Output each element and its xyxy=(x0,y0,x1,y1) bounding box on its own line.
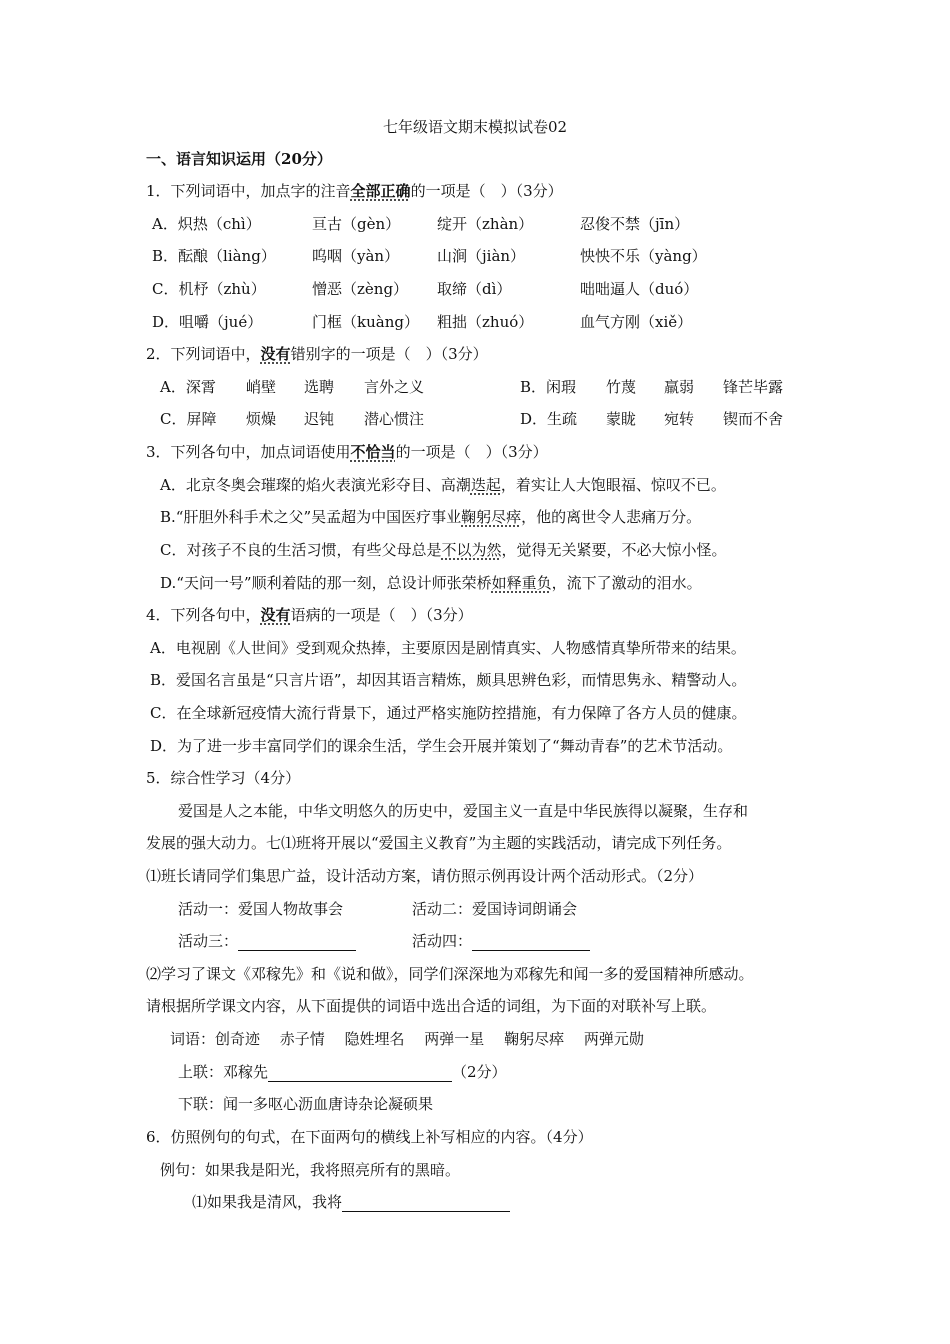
option-d xyxy=(160,573,702,593)
sub-question-2: ⑵学习了课文《邓稼先》和《说和做》，同学们深深地为邓稼先和闻一多的爱国精神所感动。 xyxy=(146,965,754,983)
option-d-3: 粗拙（zhuó） xyxy=(437,313,534,331)
stem-text: 3．下列各句中，加点词语使用 xyxy=(146,443,351,461)
option-a-word: 言外之义 xyxy=(364,378,425,396)
option-c: C．在全球新冠疫情大流行背景下，通过严格实施防控措施，有力保障了各方人员的健康。 xyxy=(150,704,747,722)
stem-text: 1．下列词语中，加点字的注音 xyxy=(146,182,351,200)
option-b-1: B．酝酿（liàng） xyxy=(152,247,276,265)
answer-blank[interactable] xyxy=(342,1195,510,1212)
option-a-word: A．深霄 xyxy=(160,378,216,396)
option-a-1: A．炽热（chì） xyxy=(152,215,261,233)
option-b: B．爱国名言虽是“只言片语”，却因其语言精炼，颇具思辨色彩，而情思隽永、精警动人。 xyxy=(150,671,747,689)
stem-text: 语病的一项是（ ）（3分） xyxy=(290,606,473,624)
option-text: ，着实让人大饱眼福、惊叹不已。 xyxy=(500,476,726,494)
sub-item-text: ⑴如果我是清风，我将 xyxy=(192,1193,343,1211)
option-a: A．电视剧《人世间》受到观众热捧，主要原因是剧情真实、人物感情真挚所带来的结果。 xyxy=(150,639,746,657)
activity-1: 活动一：爱国人物故事会 xyxy=(178,900,344,918)
option-b-word: B．闲瑕 xyxy=(520,378,577,396)
stem-text: 2．下列词语中， xyxy=(146,345,261,363)
option-text: B.“肝胆外科手术之父”吴孟超为中国医疗事业 xyxy=(160,508,462,526)
option-text: C．对孩子不良的生活习惯，有些父母总是 xyxy=(160,541,442,559)
answer-blank[interactable] xyxy=(268,1065,452,1082)
option-c-3: 取缔（dì） xyxy=(437,280,512,298)
option-d-1: D．咀嚼（jué） xyxy=(152,313,263,331)
stem-keyword: 没有 xyxy=(260,606,291,624)
sub-item-1 xyxy=(192,1192,510,1212)
option-c-1: C．机杼（zhù） xyxy=(152,280,266,298)
option-c xyxy=(160,540,727,560)
couplet-upper xyxy=(178,1062,507,1082)
option-c-word: 烦燥 xyxy=(246,410,277,428)
couplet-lower: 下联：闻一多呕心沥血唐诗杂论凝硕果 xyxy=(178,1095,434,1113)
question-3-stem xyxy=(146,442,548,462)
option-a-2: 亘古（gèn） xyxy=(312,215,401,233)
score-text: （2分） xyxy=(452,1063,507,1081)
option-text: ，觉得无关紧要，不必大惊小怪。 xyxy=(501,541,727,559)
section-heading: 一、语言知识运用（20分） xyxy=(146,150,332,168)
option-d-4: 血气方刚（xiě） xyxy=(580,313,693,331)
stem-keyword: 没有 xyxy=(260,345,291,363)
option-d: D．为了进一步丰富同学们的课余生活，学生会开展并策划了“舞动青春”的艺术节活动。 xyxy=(150,737,733,755)
option-b-word: 锋芒毕露 xyxy=(723,378,784,396)
answer-blank[interactable] xyxy=(472,934,590,951)
answer-blank[interactable] xyxy=(238,934,356,951)
option-a xyxy=(160,475,726,495)
question-6-stem: 6．仿照例句的句式，在下面两句的横线上补写相应的内容。（4分） xyxy=(146,1128,593,1146)
stem-text: 4．下列各句中， xyxy=(146,606,261,624)
option-d-word: 蒙眬 xyxy=(606,410,637,428)
option-a-word: 选聘 xyxy=(304,378,335,396)
activity-2: 活动二：爱国诗词朗诵会 xyxy=(412,900,578,918)
option-b xyxy=(160,507,701,527)
example-sentence: 例句：如果我是阳光，我将照亮所有的黑暗。 xyxy=(160,1161,461,1179)
stem-text: 的一项是（ ）（3分） xyxy=(395,443,548,461)
couplet-label: 上联：邓稼先 xyxy=(178,1063,269,1081)
marked-phrase: 迭起 xyxy=(470,476,501,494)
question-5-stem: 5．综合性学习（4分） xyxy=(146,769,301,787)
option-c-word: C．屏障 xyxy=(160,410,217,428)
option-c-2: 憎恶（zèng） xyxy=(312,280,409,298)
question-2-stem xyxy=(146,344,488,364)
option-d-word: 锲而不舍 xyxy=(723,410,784,428)
page-title: 七年级语文期末模拟试卷02 xyxy=(382,118,568,136)
sub-question-2-cont: 请根据所学课文内容，从下面提供的词语中选出合适的词组，为下面的对联补写上联。 xyxy=(146,997,717,1015)
option-d-word: 宛转 xyxy=(664,410,695,428)
option-a-3: 绽开（zhàn） xyxy=(437,215,534,233)
option-text: ，流下了激动的泪水。 xyxy=(551,574,702,592)
word-bank: 词语：创奇迹 赤子情 隐姓埋名 两弹一星 鞠躬尽瘁 两弹元勋 xyxy=(170,1030,644,1048)
question-4-stem xyxy=(146,605,473,625)
option-text: ，他的离世令人悲痛万分。 xyxy=(521,508,702,526)
option-c-word: 潜心惯注 xyxy=(364,410,425,428)
question-1-stem xyxy=(146,181,563,201)
option-c-4: 咄咄逼人（duó） xyxy=(580,280,699,298)
option-a-4: 忍俊不禁（jīn） xyxy=(580,215,690,233)
option-text: A．北京冬奥会璀璨的焰火表演光彩夺目、高潮 xyxy=(160,476,471,494)
activity-label: 活动四： xyxy=(412,932,473,950)
activity-4 xyxy=(412,931,590,951)
option-b-2: 呜咽（yàn） xyxy=(312,247,400,265)
stem-text: 错别字的一项是（ ）（3分） xyxy=(290,345,488,363)
activity-label: 活动三： xyxy=(178,932,239,950)
marked-phrase: 不以为然 xyxy=(441,541,502,559)
option-a-word: 峭壁 xyxy=(246,378,277,396)
activity-3 xyxy=(178,931,356,951)
marked-phrase: 如释重负 xyxy=(491,574,552,592)
option-b-word: 羸弱 xyxy=(664,378,695,396)
option-c-word: 迟钝 xyxy=(304,410,335,428)
option-d-2: 门框（kuàng） xyxy=(312,313,419,331)
sub-question-1: ⑴班长请同学们集思广益，设计活动方案，请仿照示例再设计两个活动形式。（2分） xyxy=(146,867,704,885)
stem-keyword: 全部正确 xyxy=(350,182,411,200)
option-text: D.“天问一号”顺利着陆的那一刻，总设计师张荣桥 xyxy=(160,574,492,592)
option-d-word: D．生疏 xyxy=(520,410,578,428)
paragraph-line: 发展的强大动力。七⑴班将开展以“爱国主义教育”为主题的实践活动，请完成下列任务。 xyxy=(146,834,732,852)
option-b-word: 竹蔑 xyxy=(606,378,637,396)
paragraph-line: 爱国是人之本能，中华文明悠久的历史中，爱国主义一直是中华民族得以凝聚，生存和 xyxy=(178,802,749,820)
marked-phrase: 鞠躬尽瘁 xyxy=(461,508,522,526)
option-b-3: 山涧（jiàn） xyxy=(437,247,526,265)
stem-text: 的一项是（ ）（3分） xyxy=(410,182,563,200)
stem-keyword: 不恰当 xyxy=(350,443,396,461)
option-b-4: 怏怏不乐（yàng） xyxy=(580,247,707,265)
